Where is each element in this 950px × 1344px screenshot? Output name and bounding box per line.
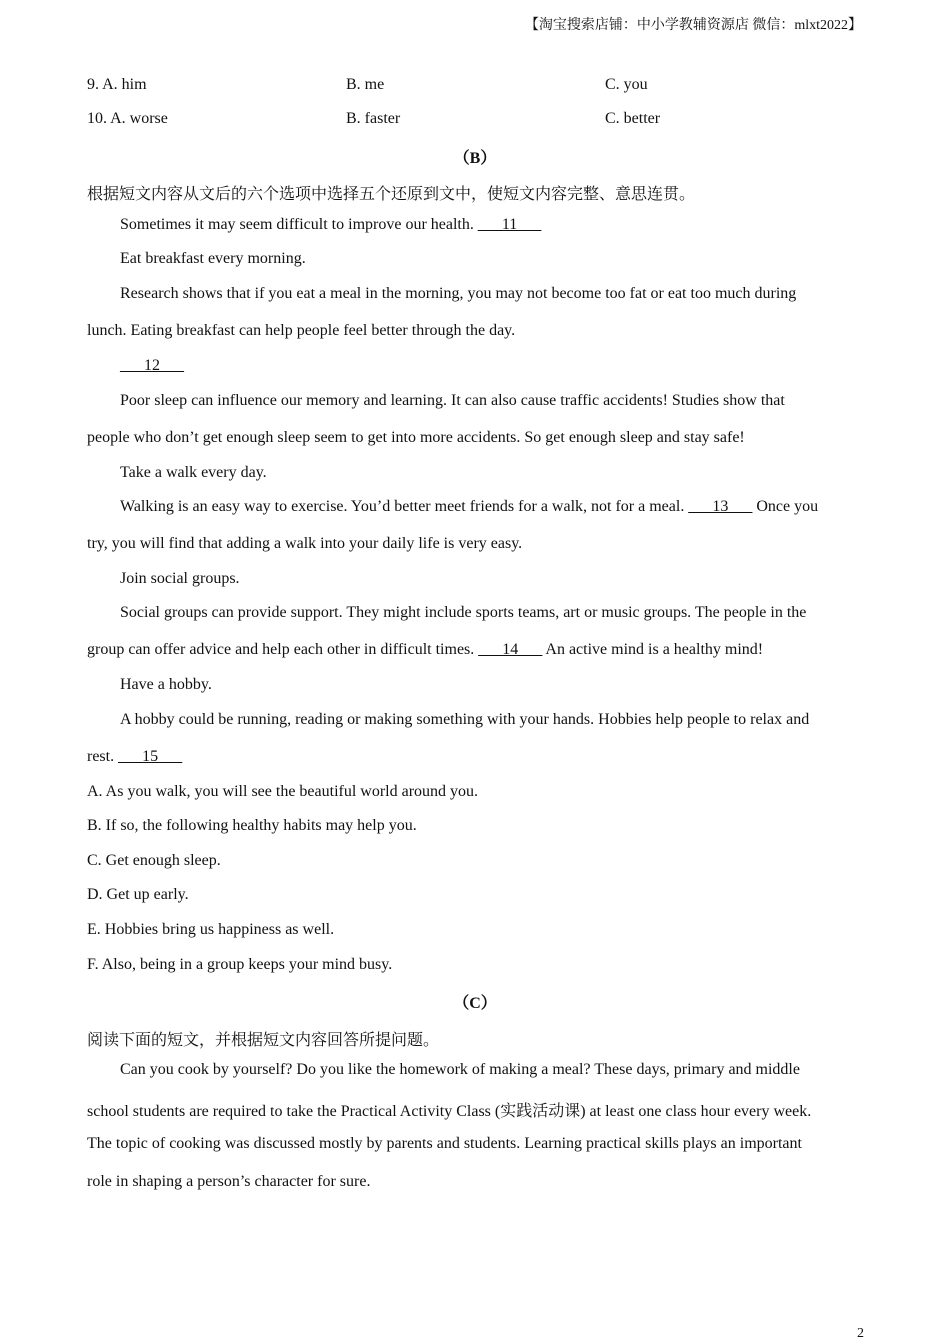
paragraph-text: An active mind is a healthy mind!	[542, 641, 764, 658]
choice-c: C. Get enough sleep.	[87, 852, 221, 869]
paragraph-text: Walking is an easy way to exercise. You’d better meet friends for a walk, not for a meal.	[120, 498, 689, 515]
paragraph-hobby-line-1: A hobby could be running, reading or making something with your hands. Hobbies help people to relax and	[120, 711, 810, 728]
habit-heading-breakfast: Eat breakfast every morning.	[120, 250, 306, 267]
option-row-10-c: C. better	[605, 110, 661, 127]
paragraph-hobby-line-2	[87, 748, 182, 766]
passage-c-line-3: The topic of cooking was discussed mostly by parents and students. Learning practical skills plays an important	[87, 1135, 802, 1152]
choice-b: B. If so, the following healthy habits may help you.	[87, 817, 417, 834]
habit-heading-walk: Take a walk every day.	[120, 464, 267, 481]
option-row-9-b: B. me	[346, 76, 385, 93]
paragraph-text: group can offer advice and help each other in difficult times.	[87, 641, 479, 658]
page-number: 2	[857, 1326, 864, 1341]
blank-11: ___11___	[477, 216, 542, 233]
paragraph-breakfast-line-1: Research shows that if you eat a meal in the morning, you may not become too fat or eat too much during	[120, 285, 797, 302]
paragraph-social-line-2	[87, 641, 763, 659]
section-c-instruction: 阅读下面的短文，并根据短文内容回答所提问题。	[87, 1032, 440, 1049]
section-c-heading: （C）	[453, 995, 497, 1012]
option-row-10-b: B. faster	[346, 110, 401, 127]
paragraph-sleep-line-2: people who don’t get enough sleep seem to get into more accidents. So get enough sleep and stay safe!	[87, 429, 745, 446]
page-header: 【淘宝搜索店铺：中小学教辅资源店 微信：mlxt2022】	[524, 18, 862, 33]
blank-15: ___15___	[118, 748, 183, 765]
passage-c-line-4: role in shaping a person’s character for sure.	[87, 1173, 371, 1190]
paragraph-breakfast-line-2: lunch. Eating breakfast can help people feel better through the day.	[87, 322, 516, 339]
paragraph-walk-line-2: try, you will find that adding a walk into your daily life is very easy.	[87, 535, 523, 552]
option-row-9-a: 9. A. him	[87, 76, 147, 93]
choice-e: E. Hobbies bring us happiness as well.	[87, 921, 335, 938]
paragraph-sleep-line-1: Poor sleep can influence our memory and learning. It can also cause traffic accidents! Studies show that	[120, 392, 785, 409]
blank-13: ___13___	[688, 498, 753, 515]
section-b-instruction: 根据短文内容从文后的六个选项中选择五个还原到文中，使短文内容完整、意思连贯。	[87, 186, 696, 203]
paragraph-intro	[120, 216, 541, 234]
blank-12: ___12___	[120, 357, 184, 374]
paragraph-text: rest.	[87, 748, 119, 765]
option-row-10-a: 10. A. worse	[87, 110, 168, 127]
choice-d: D. Get up early.	[87, 886, 189, 903]
passage-c-line-1: Can you cook by yourself? Do you like the homework of making a meal? These days, primary and middle	[120, 1061, 800, 1078]
section-b-heading: （B）	[453, 150, 497, 167]
habit-heading-hobby: Have a hobby.	[120, 676, 212, 693]
paragraph-text: Sometimes it may seem difficult to improve our health.	[120, 216, 478, 233]
blank-14: ___14___	[478, 641, 543, 658]
passage-c-line-2: school students are required to take the Practical Activity Class (实践活动课) at least one class hour every week.	[87, 1103, 812, 1120]
paragraph-text: Once you	[752, 498, 819, 515]
paragraph-social-line-1: Social groups can provide support. They might include sports teams, art or music groups. The people in the	[120, 604, 807, 621]
option-row-9-c: C. you	[605, 76, 648, 93]
choice-f: F. Also, being in a group keeps your mind busy.	[87, 956, 393, 973]
choice-a: A. As you walk, you will see the beautiful world around you.	[87, 783, 479, 800]
habit-heading-social: Join social groups.	[120, 570, 240, 587]
paragraph-walk-line-1	[120, 498, 818, 516]
